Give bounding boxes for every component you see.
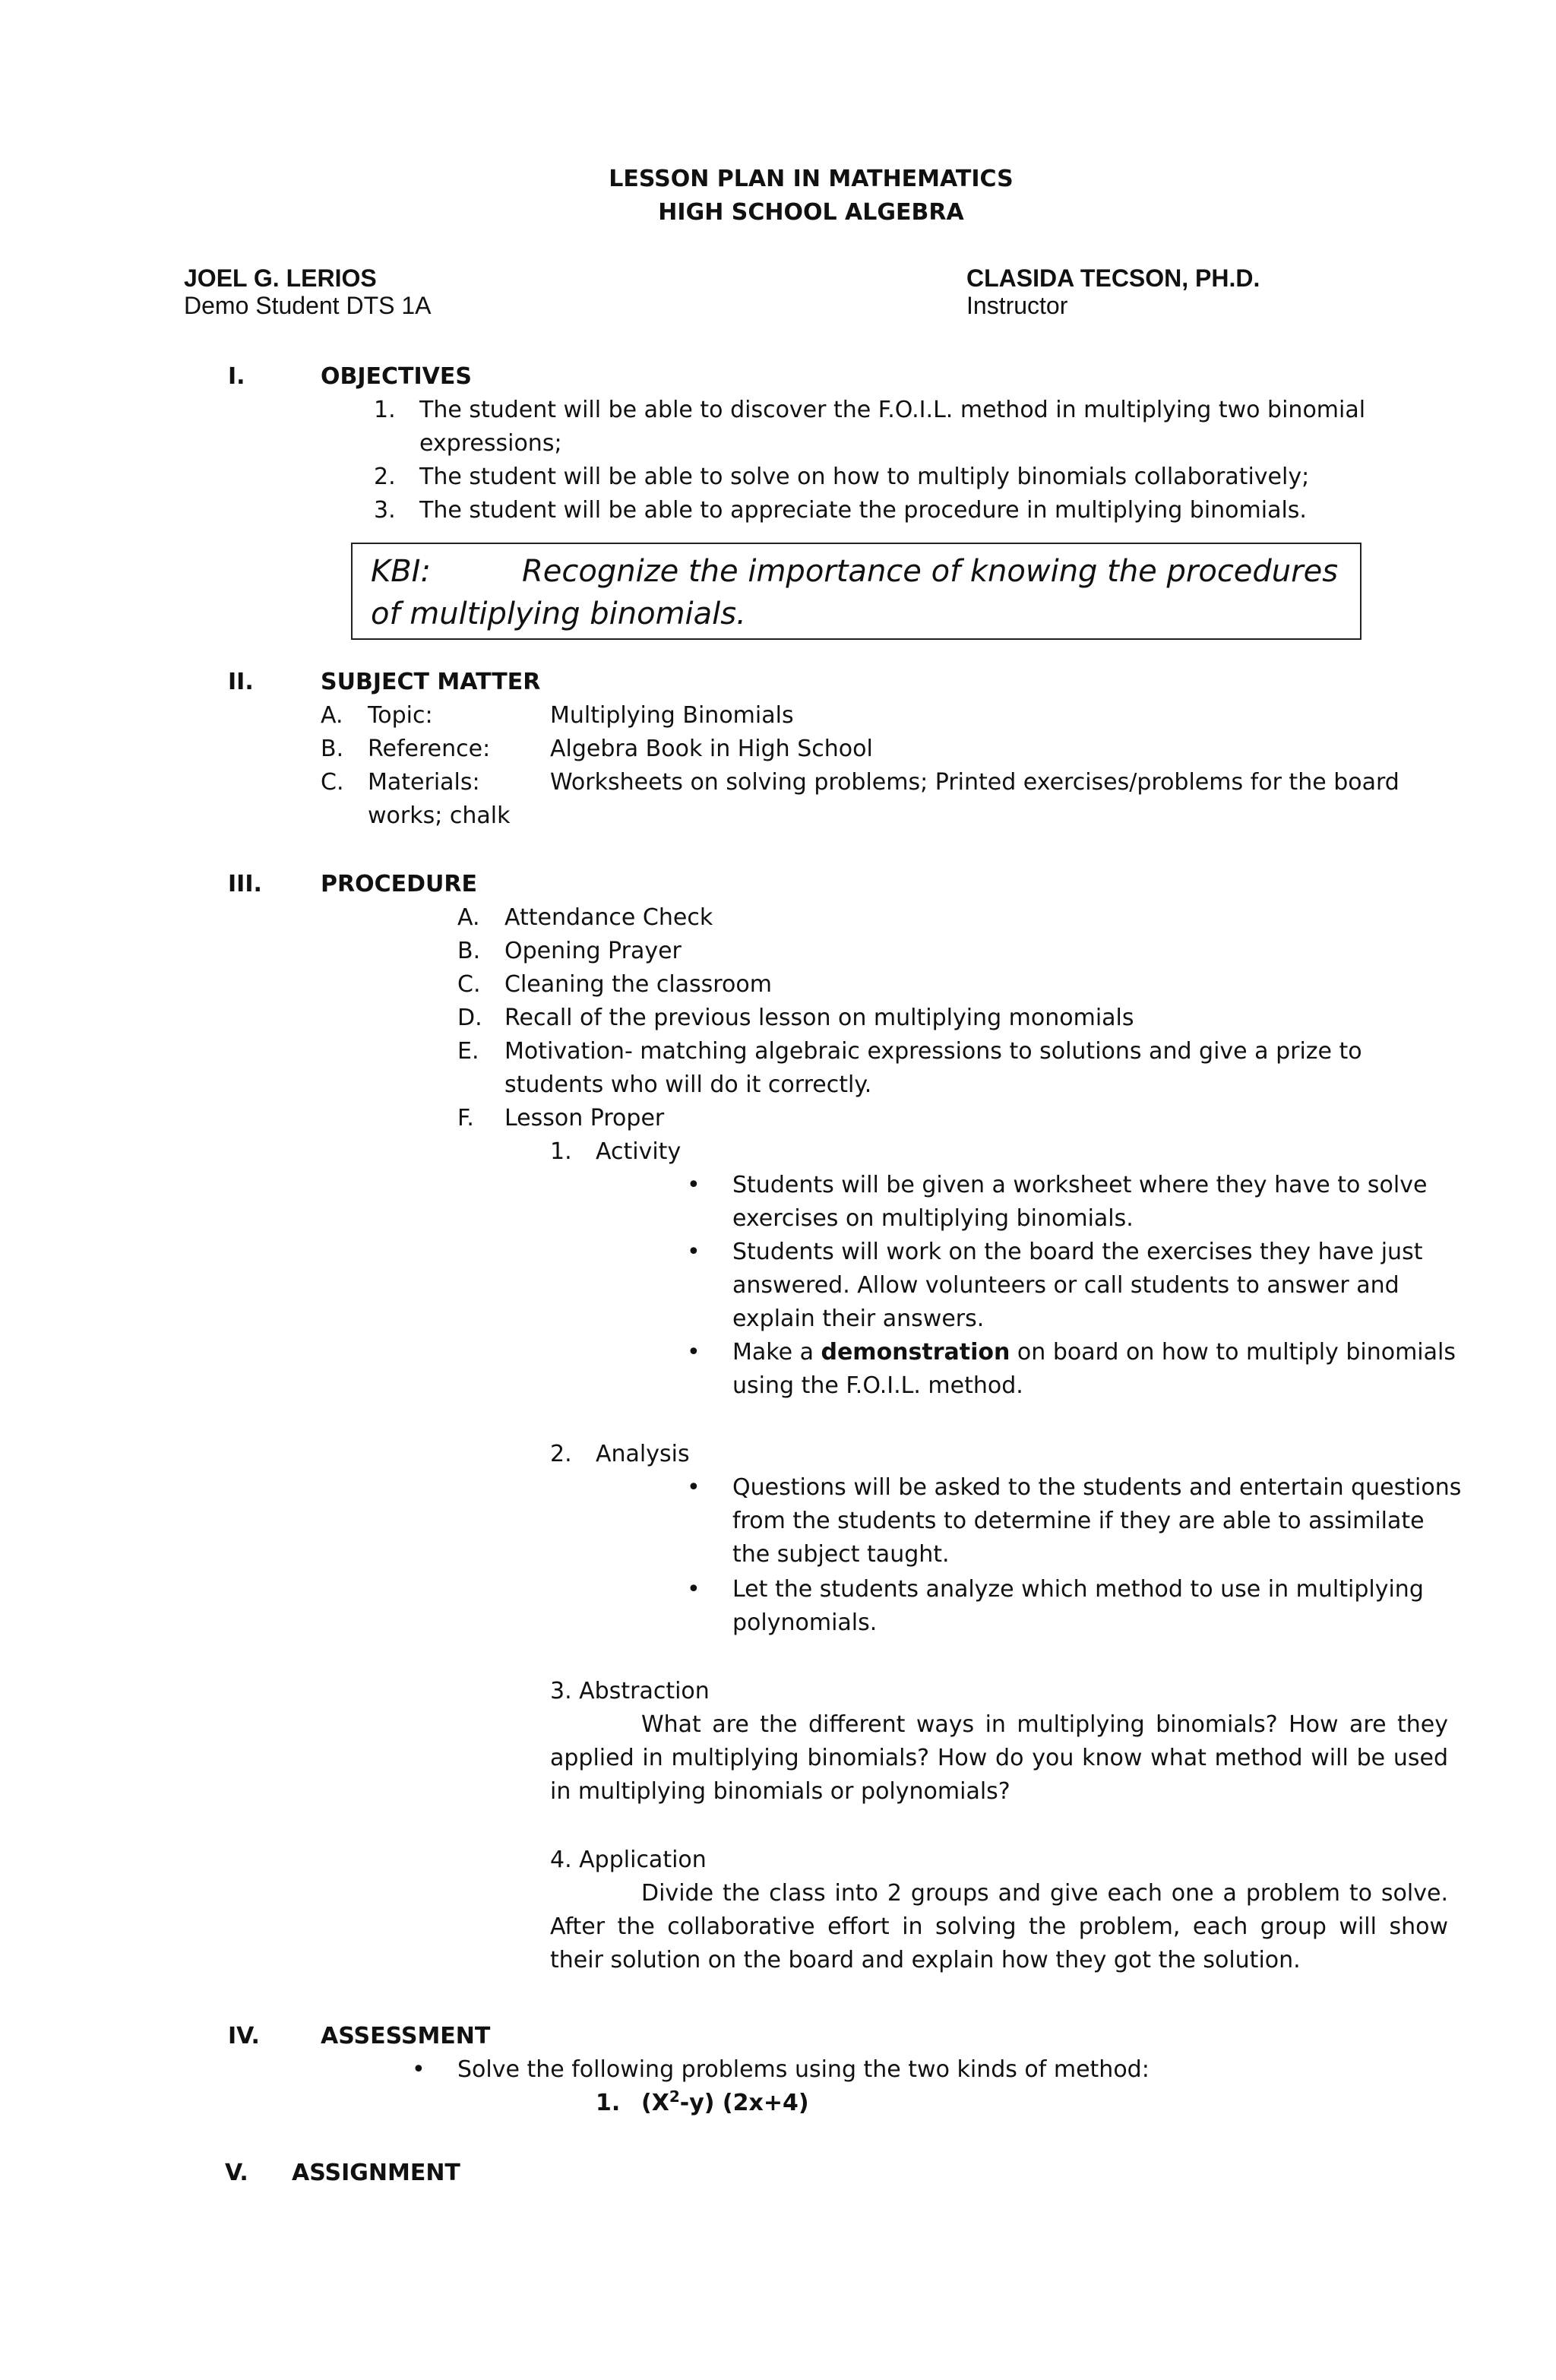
bullet-text-pre: Make a xyxy=(732,1339,821,1366)
section-heading-assignment: ASSIGNMENT xyxy=(292,2160,460,2186)
assessment-instruction: Solve the following problems using the two kinds of method: xyxy=(457,2056,1150,2083)
subject-item-label: Topic: xyxy=(368,702,433,729)
procedure-item-text: Cleaning the classroom xyxy=(504,971,772,998)
bullet-text: from the students to determine if they are able to assimilate xyxy=(732,1508,1425,1534)
procedure-item-letter: C. xyxy=(457,971,481,998)
section-heading-subject-matter: SUBJECT MATTER xyxy=(321,669,541,695)
subsection-heading-abstraction: 3. Abstraction xyxy=(550,1678,710,1704)
section-numeral-objectives: I. xyxy=(228,363,245,390)
section-numeral-subject-matter: II. xyxy=(228,669,254,695)
bullet-text: Let the students analyze which method to use in multiplying xyxy=(732,1576,1424,1603)
procedure-item-text: Opening Prayer xyxy=(504,938,682,964)
procedure-item-letter: E. xyxy=(457,1038,479,1065)
subsection-heading-application: 4. Application xyxy=(550,1847,707,1873)
kbi-text: Recognize the importance of knowing the procedures of multiplying binomials. xyxy=(371,554,1339,631)
kbi-label: KBI: xyxy=(371,554,431,589)
bullet-text xyxy=(732,1336,1456,1369)
procedure-item-text: Motivation- matching algebraic expressions to solutions and give a prize to xyxy=(504,1038,1362,1065)
problem-expression xyxy=(641,2087,809,2120)
application-paragraph: Divide the class into 2 groups and give each one a problem to solve. After the collaborative effort in solving the problem, each group will show their solution on the board and explain how they got the solution. xyxy=(550,1880,1448,1973)
procedure-item-letter: A. xyxy=(457,904,480,931)
objective-text-continuation: expressions; xyxy=(419,430,562,457)
subject-item-value: Worksheets on solving problems; Printed exercises/problems for the board xyxy=(550,769,1399,796)
bullet-text: Students will be given a worksheet where they have to solve xyxy=(732,1172,1428,1198)
bullet-text: using the F.O.I.L. method. xyxy=(732,1372,1023,1399)
document-title-line1: LESSON PLAN IN MATHEMATICS xyxy=(609,166,1014,192)
subject-item-value: Multiplying Binomials xyxy=(550,702,794,729)
section-heading-assessment: ASSESSMENT xyxy=(321,2023,491,2049)
problem-base: (X xyxy=(641,2090,669,2116)
instructor-name: CLASIDA TECSON, PH.D. xyxy=(966,264,1260,292)
kbi-statement xyxy=(371,550,1343,635)
subsection-number: 1. xyxy=(550,1138,572,1165)
subject-item-label: Reference: xyxy=(368,736,491,762)
objective-text: The student will be able to discover the F.O.I.L. method in multiplying two binomial xyxy=(419,397,1366,423)
bullet-icon: • xyxy=(687,1576,701,1603)
procedure-item-continuation: students who will do it correctly. xyxy=(504,1071,872,1098)
subject-item-letter: A. xyxy=(321,702,343,729)
bullet-icon: • xyxy=(687,1172,701,1198)
document-title-line2: HIGH SCHOOL ALGEBRA xyxy=(658,199,964,226)
section-numeral-assignment: V. xyxy=(225,2160,248,2186)
bullet-text: exercises on multiplying binomials. xyxy=(732,1205,1134,1232)
bullet-text: answered. Allow volunteers or call students to answer and xyxy=(732,1272,1399,1299)
subject-item-letter: C. xyxy=(321,769,344,796)
procedure-item-text: Attendance Check xyxy=(504,904,713,931)
procedure-item-letter: B. xyxy=(457,938,481,964)
problem-number: 1. xyxy=(596,2090,621,2116)
subsection-label-activity: Activity xyxy=(596,1138,682,1165)
bullet-text-bold: demonstration xyxy=(821,1339,1010,1366)
bullet-icon: • xyxy=(687,1339,701,1366)
bullet-text: Students will work on the board the exercises they have just xyxy=(732,1239,1423,1265)
bullet-icon: • xyxy=(687,1474,701,1501)
objective-number: 1. xyxy=(374,397,396,423)
subsection-number: 2. xyxy=(550,1441,572,1467)
objective-number: 3. xyxy=(374,497,396,524)
section-numeral-assessment: IV. xyxy=(228,2023,260,2049)
instructor-role: Instructor xyxy=(966,292,1068,319)
objective-number: 2. xyxy=(374,464,396,490)
section-heading-procedure: PROCEDURE xyxy=(321,871,477,897)
subject-item-letter: B. xyxy=(321,736,344,762)
section-numeral-procedure: III. xyxy=(228,871,262,897)
objective-text: The student will be able to solve on how to multiply binomials collaboratively; xyxy=(419,464,1310,490)
bullet-icon: • xyxy=(412,2056,425,2083)
demo-student-name: JOEL G. LERIOS xyxy=(184,264,377,292)
abstraction-paragraph: What are the different ways in multiplying binomials? How are they applied in multiplying binomials? How do you know what method will be used in multiplying binomials or polynomials? xyxy=(550,1711,1448,1805)
objective-text: The student will be able to appreciate the procedure in multiplying binomials. xyxy=(419,497,1307,524)
bullet-icon: • xyxy=(687,1239,701,1265)
procedure-item-text: Lesson Proper xyxy=(504,1105,665,1131)
bullet-text: explain their answers. xyxy=(732,1306,985,1332)
procedure-item-letter: F. xyxy=(457,1105,474,1131)
bullet-text-post: on board on how to multiply binomials xyxy=(1010,1339,1456,1366)
bullet-text: the subject taught. xyxy=(732,1541,950,1568)
subject-item-label: Materials: xyxy=(368,769,480,796)
bullet-text: polynomials. xyxy=(732,1609,878,1636)
kbi-box xyxy=(351,543,1362,640)
subject-item-continuation: works; chalk xyxy=(368,802,511,829)
subsection-label-analysis: Analysis xyxy=(596,1441,690,1467)
problem-rest: -y) (2x+4) xyxy=(679,2090,809,2116)
subject-item-value: Algebra Book in High School xyxy=(550,736,873,762)
section-heading-objectives: OBJECTIVES xyxy=(321,363,472,390)
problem-exponent: 2 xyxy=(669,2087,680,2106)
procedure-item-text: Recall of the previous lesson on multiplying monomials xyxy=(504,1005,1134,1031)
bullet-text: Questions will be asked to the students and entertain questions xyxy=(732,1474,1462,1501)
procedure-item-letter: D. xyxy=(457,1005,482,1031)
demo-student-role: Demo Student DTS 1A xyxy=(184,292,432,319)
